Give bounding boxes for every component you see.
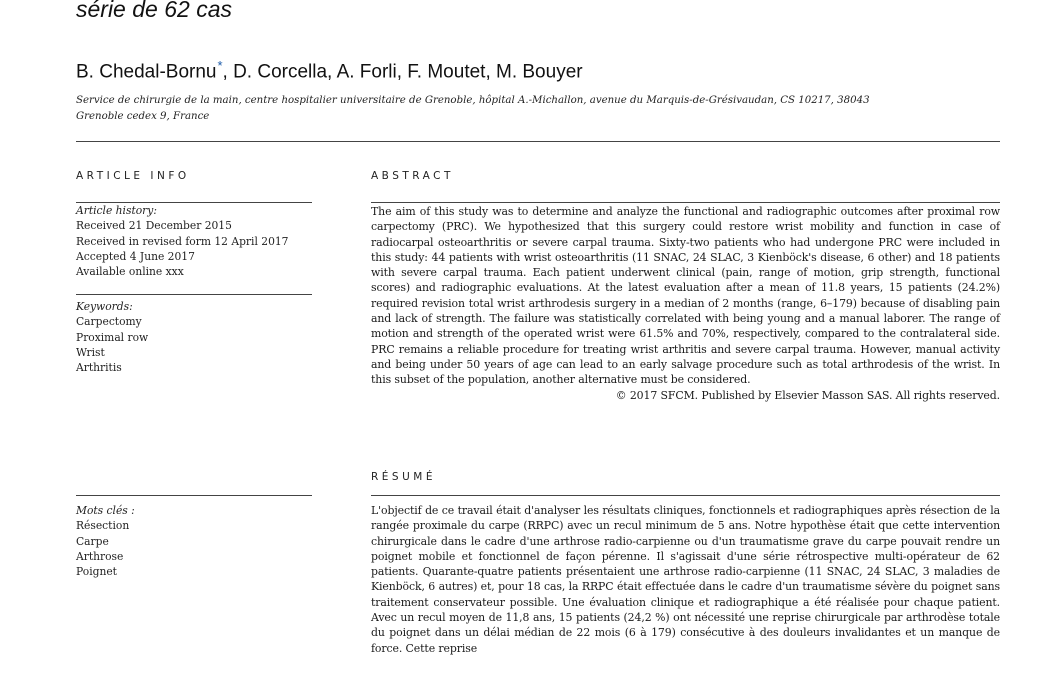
header-divider <box>76 141 1000 142</box>
affiliation: Service de chirurgie de la main, centre hospitalier universitaire de Grenoble, hôpital A.-Michallon, avenue du Marquis-de-Grésivaudan, CS 10217, 38043 Grenoble cedex 9, France <box>76 95 870 122</box>
history-received: Received 21 December 2015 <box>76 219 232 233</box>
history-divider <box>76 294 312 295</box>
co-authors: , D. Corcella, A. Forli, F. Moutet, M. Bouyer <box>222 61 583 83</box>
history-accepted: Accepted 4 June 2017 <box>76 249 195 263</box>
resume-body: L'objectif de ce travail était d'analyser les résultats cliniques, fonctionnels et radiographiques après résection de la rangée proximale du carpe (RRPC) avec un recul minimum de 5 ans. Notre hypothèse était que cette intervention chirurgicale dans le cadre d'une arthrose radio-carpienne ou d'un traumatisme grave du carpe pouvait rendre un poignet mobile et fonctionnel de façon pérenne. Il s'agissait d'une série rétrospective multi-opérateur de 62 patients. Quarante-quatre patients présentaient une arthrose radio-carpienne (11 SNAC, 24 SLAC, 3 maladies de Kienböck, 6 autres) et, pour 18 cas, la RRPC était effectuée dans le cadre d'un traumatisme sévère du poignet sans traitement conservateur possible. Une évaluation clinique et radiographique a été réalisée pour chaque patient. Avec un recul moyen de 11,8 ans, 15 patients (24,2 %) ont nécessité une reprise chirurgicale par arthrodèse totale du poignet dans un délai médian de 22 mois (6 à 179) consécutive à des douleurs invalidantes et un manque de force. Cette reprise <box>371 504 1000 655</box>
first-author: B. Chedal-Bornu <box>76 61 217 83</box>
abstract-divider <box>371 202 1000 203</box>
author-list <box>76 58 583 83</box>
article-title-fragment: série de 62 cas <box>76 0 232 22</box>
article-history-label: Article history: <box>76 204 157 217</box>
keyword-item[interactable]: Arthritis <box>76 361 122 375</box>
corresponding-author-marker[interactable]: * <box>217 58 223 73</box>
copyright-line: © 2017 SFCM. Published by Elsevier Masson SAS. All rights reserved. <box>615 388 1000 402</box>
abstract-body <box>371 204 1000 403</box>
article-info-heading: ARTICLE INFO <box>76 170 190 182</box>
mot-cle-item[interactable]: Poignet <box>76 565 117 579</box>
resume-heading: RÉSUMÉ <box>371 471 436 483</box>
mots-cles-label: Mots clés : <box>76 504 135 517</box>
mot-cle-item[interactable]: Carpe <box>76 534 109 548</box>
abstract-heading: ABSTRACT <box>371 170 454 182</box>
mots-cles-block <box>76 503 312 579</box>
abstract-text: The aim of this study was to determine and analyze the functional and radiographic outcomes after proximal row carpectomy (PRC). We hypothesized that this surgery could restore wrist mobility and function in case of radiocarpal osteoarthritis or severe carpal trauma. Sixty-two patients who had undergone PRC were included in this study: 44 patients with wrist osteoarthritis (11 SNAC, 24 SLAC, 3 Kienböck's disease, 6 other) and 18 patients with severe carpal trauma. Each patient underwent clinical (pain, range of motion, grip strength, functional scores) and radiographic evaluations. At the latest evaluation after a mean of 11.8 years, 15 patients (24.2%) required revision total wrist arthrodesis surgery in a median of 2 months (range, 6–179) because of disabling pain and lack of strength. The failure was statistically correlated with being young and a manual laborer. The range of motion and strength of the operated wrist were 61.5% and 70%, respectively, compared to the contralateral side. PRC remains a reliable procedure for treating wrist arthritis and severe carpal trauma. However, manual activity and being under 50 years of age can lead to an early salvage procedure such as total arthrodesis of the wrist. In this subset of the population, another alternative must be considered. <box>371 205 1000 387</box>
article-history <box>76 203 312 279</box>
keywords-label: Keywords: <box>76 300 133 313</box>
history-online: Available online xxx <box>76 265 184 279</box>
keywords-block <box>76 299 312 375</box>
keyword-item[interactable]: Proximal row <box>76 330 149 344</box>
resume-divider <box>371 495 1000 496</box>
mot-cle-item[interactable]: Arthrose <box>76 549 124 563</box>
mots-cles-divider <box>76 495 312 496</box>
history-revised: Received in revised form 12 April 2017 <box>76 234 289 248</box>
keyword-item[interactable]: Carpectomy <box>76 315 142 329</box>
mot-cle-item[interactable]: Résection <box>76 519 130 533</box>
keyword-item[interactable]: Wrist <box>76 345 105 359</box>
